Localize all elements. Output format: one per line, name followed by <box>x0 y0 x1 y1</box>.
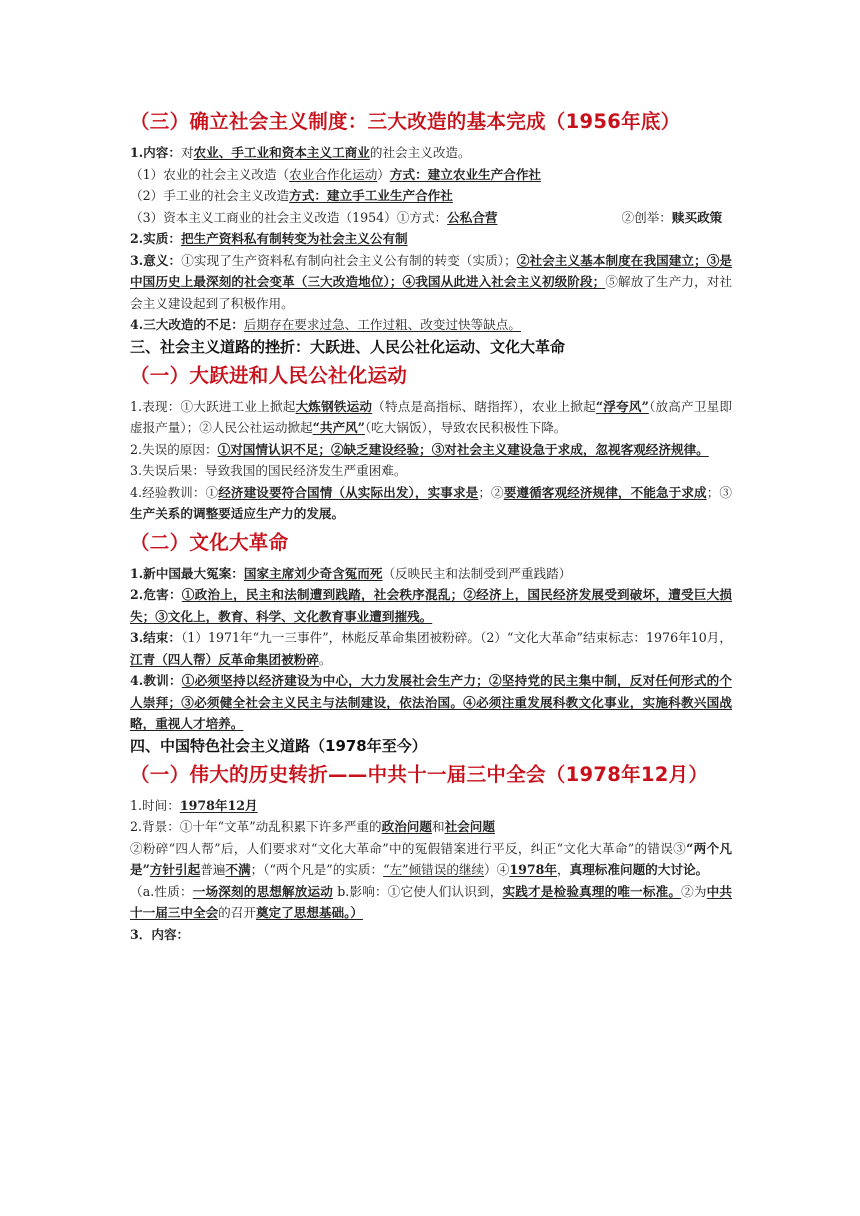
paragraph-shortcomings <box>130 314 732 336</box>
key-term: 国家主席刘少奇含冤而死 <box>243 565 383 581</box>
key-term: 方式：建立手工业生产合作社 <box>289 188 453 203</box>
key-term: 把生产资料私有制转变为社会主义公有制 <box>180 231 408 246</box>
paragraph-discussion <box>130 881 732 924</box>
key-term: 江青（四人帮）反革命集团被粉碎 <box>130 651 319 667</box>
label: 3.意义： <box>130 252 182 268</box>
section-heading-setbacks: 三、社会主义道路的挫折：大跃进、人民公社化运动、文化大革命 <box>130 337 566 356</box>
text: 对 <box>180 145 194 160</box>
key-term: ①必须坚持以经济建设为中心，大力发展社会生产力；②坚持党的民主集中制，反对任何形式的个人崇拜；③必须健全社会主义民主与法制建设，依法治国。④必须注重发展科教文化事业，实施科教兴国战略，重视人才培养。 <box>130 673 732 731</box>
text: ②创举： <box>621 209 672 225</box>
paragraph-manifestation <box>130 396 732 439</box>
key-term: ①政治上，民主和法制遭到践踏，社会秩序混乱；②经济上，国民经济发展受到破坏，遭受巨大损失；③文化上，教育、科学、文化教育事业遭到摧残。 <box>130 587 732 624</box>
text: 4.经验教训：① <box>130 484 219 500</box>
label: 2.实质： <box>130 231 181 246</box>
key-term: 中共十一届三中全会 <box>130 883 733 920</box>
key-term: 生产关系的调整要适应生产力的发展。 <box>130 506 345 521</box>
paragraph-content <box>130 142 732 164</box>
text: ；（“两个凡是”的实质： <box>250 862 384 877</box>
key-term: 方式：建立农业生产合作社 <box>389 166 542 182</box>
text: 1.时间： <box>130 797 180 813</box>
label: 1.新中国最大冤案： <box>130 565 244 581</box>
text: ⑤解放了生产力，对社会主义建设起到了积极作用。 <box>130 274 733 311</box>
text: （2）手工业的社会主义改造 <box>130 188 290 203</box>
section-title-great-leap: （一）大跃进和人民公社化运动 <box>130 363 408 387</box>
text: （特点是高指标、瞎指挥），农业上掀起 <box>372 398 596 414</box>
text: 。 <box>318 651 332 667</box>
key-term: “共产风” <box>312 420 365 435</box>
section-title-cultural-revolution: （二）文化大革命 <box>130 530 289 554</box>
key-term: 社会问题 <box>444 819 495 834</box>
paragraph-content-label: 3．内容： <box>130 926 190 942</box>
text: ）④ <box>484 862 510 877</box>
text: ②为 <box>681 883 707 899</box>
section-heading-chinese-socialism: 四、中国特色社会主义道路（1978年至今） <box>130 736 427 755</box>
paragraph-consequences: 3.失误后果：导致我国的国民经济发生严重困难。 <box>130 463 407 478</box>
text: （a.性质： <box>130 883 193 899</box>
paragraph-causes <box>130 439 732 461</box>
text: （3）资本主义工商业的社会主义改造（1954）①方式： <box>130 209 448 225</box>
text: ②粉碎“四人帮”后，人们要求对“文化大革命”中的冤假错案进行平反，纠正“文化大革命”的错误③ <box>130 840 687 856</box>
text: （吃大锅饭），导致农民积极性下降。 <box>364 420 567 435</box>
text: 2.失误的原因： <box>130 441 218 457</box>
text: 2.背景： <box>130 819 180 834</box>
key-term: ①对国情认识不足；②缺乏建设经验；③对社会主义建设急于求成，忽视客观经济规律。 <box>217 441 709 457</box>
label: 3.结束： <box>130 630 182 645</box>
key-term: 经济建设要符合国情（从实际出发），实事求是 <box>218 484 479 500</box>
paragraph-background <box>130 816 732 838</box>
key-term: ②社会主义基本制度在我国建立；③是中国历史上最深刻的社会变革（三大改造地位）；④我国从此进入社会主义初级阶段； <box>130 252 733 289</box>
key-term: “浮夸风” <box>595 398 649 414</box>
paragraph-handicraft <box>130 185 732 207</box>
text: （1）1971年“九一三事件”，林彪反革命集团被粉碎。（2）“文化大革命”结束标志：1976年10月， <box>181 630 732 645</box>
text: ；③ <box>706 484 732 500</box>
label: 4.三大改造的不足： <box>130 317 244 332</box>
paragraph-essence <box>130 228 732 250</box>
section-title-socialist-transformation: （三）确立社会主义制度：三大改造的基本完成（1956年底） <box>130 110 681 133</box>
key-term: 农业合作化运动 <box>289 166 378 182</box>
text: ） <box>377 166 390 182</box>
key-term: 实践才是检验真理的唯一标准。 <box>502 883 682 899</box>
key-term: 1978年 <box>509 862 557 877</box>
label: 2.危害： <box>130 587 182 602</box>
key-term: 农业、手工业和资本主义工商业 <box>193 145 370 160</box>
key-term: 方针引起 <box>149 862 201 877</box>
text: 的社会主义改造。 <box>369 145 471 160</box>
text: ①十年“文革”动乱积累下许多严重的 <box>179 819 382 834</box>
key-term: 1978年12月 <box>179 797 258 813</box>
key-term: 后期存在要求过急、工作过粗、改变过快等缺点。 <box>243 317 521 332</box>
key-term: 要遵循客观经济规律，不能急于求成 <box>503 484 707 500</box>
text: b.影响：①它使人们认识到， <box>333 883 503 899</box>
section-title-historic-turning-point: （一）伟大的历史转折——中共十一届三中全会（1978年12月） <box>130 762 709 786</box>
paragraph-biggest-case <box>130 563 732 585</box>
paragraph-lessons <box>130 482 732 525</box>
paragraph-agriculture <box>130 164 732 186</box>
key-term: 赎买政策 <box>671 209 723 225</box>
text: （1）农业的社会主义改造（ <box>130 166 290 182</box>
text: 1.表现：①大跃进工业上掀起 <box>130 398 296 414</box>
paragraph-significance <box>130 250 732 315</box>
paragraph-capitalist-industry <box>130 207 732 229</box>
key-term: 奠定了思想基础。） <box>255 905 363 920</box>
document-page <box>130 108 732 945</box>
key-term: 一场深刻的思想解放运动 <box>192 883 334 899</box>
key-term: 不满 <box>225 862 251 877</box>
label: 4.教训： <box>130 673 182 688</box>
paragraph-lessons-cr <box>130 670 732 735</box>
paragraph-background-2 <box>130 838 732 881</box>
label: 1.内容： <box>130 145 181 160</box>
paragraph-end <box>130 627 732 670</box>
key-term: “左”倾错误的继续 <box>383 862 485 877</box>
key-term: 真理标准问题的大讨论。 <box>569 862 709 877</box>
text: ①实现了生产资料私有制向社会主义公有制的转变（实质）； <box>181 252 517 268</box>
text: 和 <box>431 819 445 834</box>
text: （放高产卫星即虚报产量）；②人民公社运动掀起 <box>130 398 732 435</box>
text: 的召开 <box>218 905 256 920</box>
key-term: 公私合营 <box>447 209 498 225</box>
paragraph-time <box>130 795 732 817</box>
key-term: 大炼钢铁运动 <box>295 398 373 414</box>
text: （反映民主和法制受到严重践踏） <box>382 565 572 581</box>
text: ， <box>557 862 570 877</box>
text: ；② <box>478 484 504 500</box>
paragraph-harm <box>130 584 732 627</box>
key-term: “两个凡是” <box>130 840 732 877</box>
text: 普遍 <box>200 862 226 877</box>
key-term: 政治问题 <box>381 819 432 834</box>
